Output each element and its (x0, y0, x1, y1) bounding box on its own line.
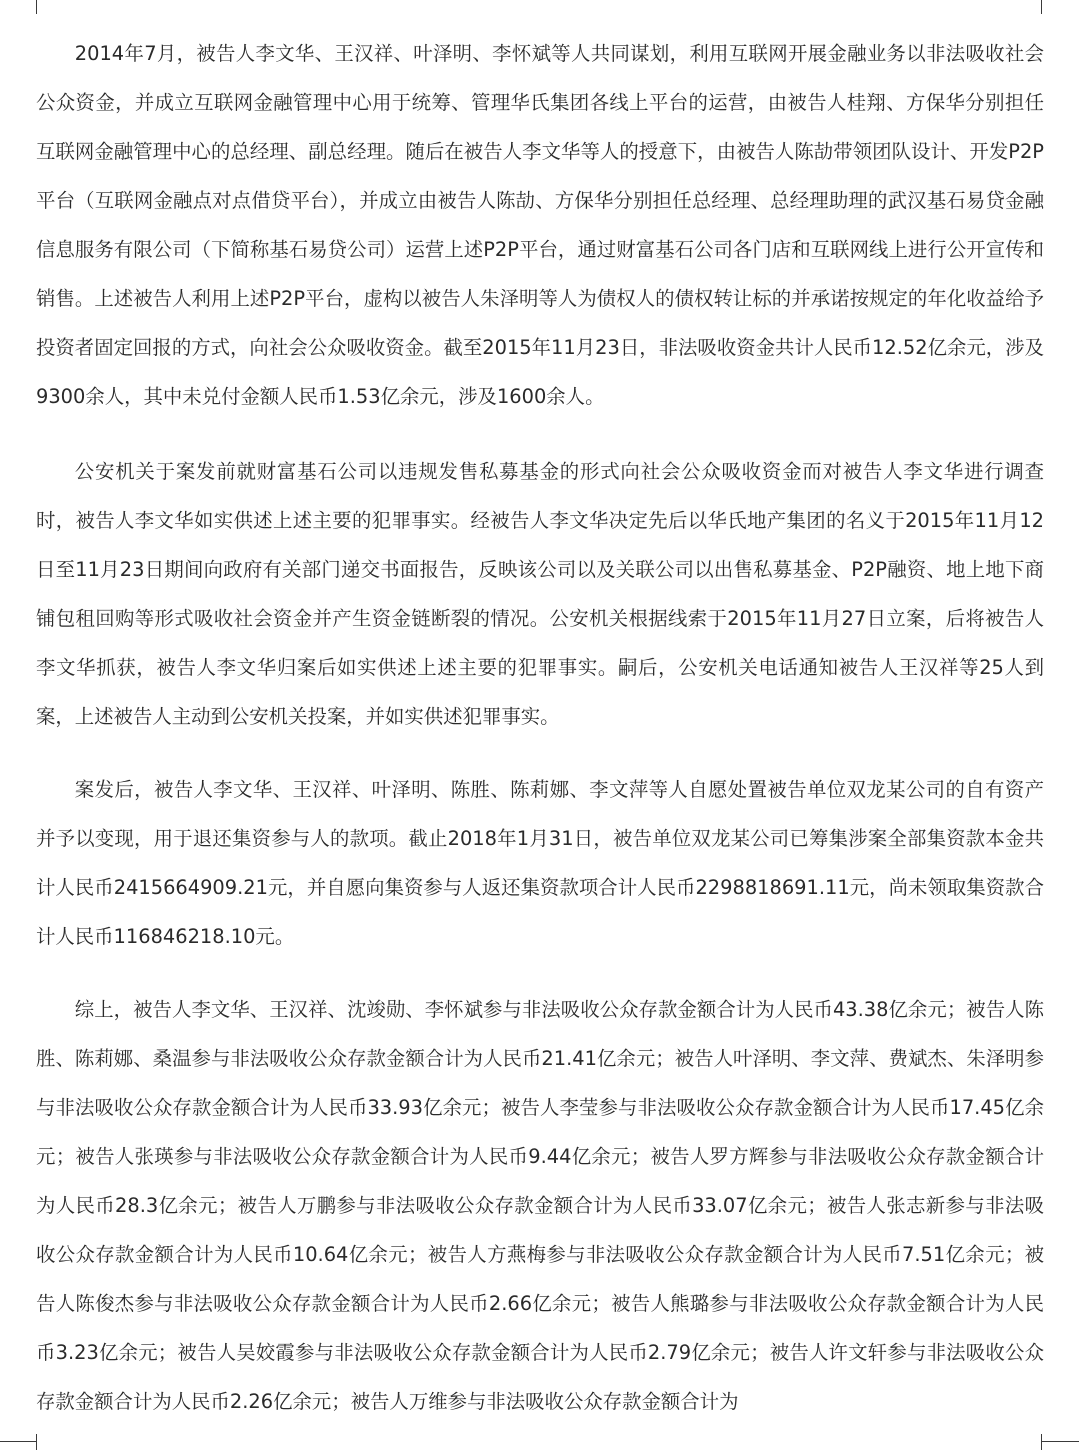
paragraph-internet-finance: 2014年7月，被告人李文华、王汉祥、叶泽明、李怀斌等人共同谋划，利用互联网开展金融业务以非法吸收社会公众资金，并成立互联网金融管理中心用于统筹、管理华氏集团各线上平台的运营，由被告人桂翔、方保华分别担任互联网金融管理中心的总经理、副总经理。随后在被告人李文华等人的授意下，由被告人陈劼带领团队设计、开发P2P平台（互联网金融点对点借贷平台），并成立由被告人陈劼、方保华分别担任总经理、总经理助理的武汉基石易贷金融信息服务有限公司（下简称基石易贷公司）运营上述P2P平台，通过财富基石公司各门店和互联网线上进行公开宣传和销售。上述被告人利用上述P2P平台，虚构以被告人朱泽明等人为债权人的债权转让标的并承诺按规定的年化收益给予投资者固定回报的方式，向社会公众吸收资金。截至2015年11月23日，非法吸收资金共计人民币12.52亿余元，涉及9300余人，其中未兑付金额人民币1.53亿余元，涉及1600余人。 (36, 42, 1044, 408)
paragraph-police-investigation: 公安机关于案发前就财富基石公司以违规发售私募基金的形式向社会公众吸收资金而对被告人李文华进行调查时，被告人李文华如实供述上述主要的犯罪事实。经被告人李文华决定先后以华氏地产集团的名义于2015年11月12日至11月23日期间向政府有关部门递交书面报告，反映该公司以及关联公司以出售私募基金、P2P融资、地上地下商铺包租回购等形式吸收社会资金并产生资金链断裂的情况。公安机关根据线索于2015年11月27日立案，后将被告人李文华抓获，被告人李文华归案后如实供述上述主要的犯罪事实。嗣后，公安机关电话通知被告人王汉祥等25人到案，上述被告人主动到公安机关投案，并如实供述犯罪事实。 (36, 460, 1044, 728)
paragraph-asset-disposal: 案发后，被告人李文华、王汉祥、叶泽明、陈胜、陈莉娜、李文萍等人自愿处置被告单位双龙某公司的自有资产并予以变现，用于退还集资参与人的款项。截止2018年1月31日，被告单位双龙某公司已筹集涉案全部集资款本金共计人民币2415664909.21元，并自愿向集资参与人返还集资款项合计人民币2298818691.11元，尚未领取集资款合计人民币116846218.10元。 (36, 778, 1044, 948)
crop-mark-top-right (1041, 0, 1042, 14)
crop-mark-bottom-left-horizontal (0, 1441, 36, 1442)
crop-mark-bottom-left (36, 1434, 37, 1450)
paragraph-summary-amounts: 综上，被告人李文华、王汉祥、沈竣勋、李怀斌参与非法吸收公众存款金额合计为人民币43.38亿余元；被告人陈胜、陈莉娜、桑温参与非法吸收公众存款金额合计为人民币21.41亿余元；被告人叶泽明、李文萍、费斌杰、朱泽明参与非法吸收公众存款金额合计为人民币33.93亿余元；被告人李莹参与非法吸收公众存款金额合计为人民币17.45亿余元；被告人张瑛参与非法吸收公众存款金额合计为人民币9.44亿余元；被告人罗方辉参与非法吸收公众存款金额合计为人民币28.3亿余元；被告人万鹏参与非法吸收公众存款金额合计为人民币33.07亿余元；被告人张志新参与非法吸收公众存款金额合计为人民币10.64亿余元；被告人方燕梅参与非法吸收公众存款金额合计为人民币7.51亿余元；被告人陈俊杰参与非法吸收公众存款金额合计为人民币2.66亿余元；被告人熊璐参与非法吸收公众存款金额合计为人民币3.23亿余元；被告人吴姣霞参与非法吸收公众存款金额合计为人民币2.79亿余元；被告人许文轩参与非法吸收公众存款金额合计为人民币2.26亿余元；被告人万维参与非法吸收公众存款金额合计为 (36, 998, 1044, 1413)
crop-mark-bottom-right (1041, 1434, 1042, 1450)
crop-mark-top-left (36, 0, 37, 14)
crop-mark-bottom-right-horizontal (1042, 1441, 1079, 1442)
